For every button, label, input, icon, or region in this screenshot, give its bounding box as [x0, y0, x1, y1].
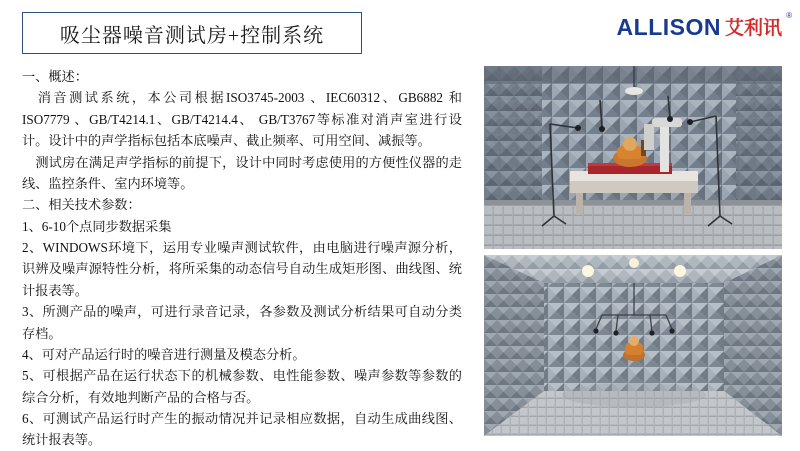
text-line: 3、所测产品的噪声，可进行录音记录，各参数及测试分析结果可自动分类存档。	[22, 304, 462, 341]
text-line: 消音测试系统，本公司根据ISO3745-2003 、IEC60312、GB6882 和ISO7779 、GB/T4214.1、GB/T4214.4、 GB/T3767等标准对消声室进行设计。设计中的声学指标包括本底噪声、截止频率、可用空间、减振等。	[22, 90, 462, 149]
description-text-block	[22, 66, 462, 448]
photo-top-graphic	[484, 66, 782, 249]
text-line: 2、WINDOWS环境下，运用专业噪声测试软件，由电脑进行噪声源分析，识辨及噪声源特性分析，将所采集的动态信号自动生成矩形图、曲线图、统计报表等。	[22, 240, 462, 298]
company-logo	[616, 11, 792, 40]
anechoic-chamber-test-station-photo	[484, 66, 782, 249]
text-line: 4、可对产品运行时的噪音进行测量及模态分析。	[22, 346, 306, 362]
registered-trademark-icon: ®	[786, 11, 792, 20]
text-line: 5、可根据产品在运行状态下的机械参数、电性能参数、噪声参数等参数的综合分析，有效地判断产品的合格与否。	[22, 368, 462, 405]
text-line: 测试房在满足声学指标的前提下，设计中同时考虑使用的方便性仪器的走线、监控条件、室内环境等。	[22, 154, 462, 191]
text-line: 6、可测试产品运行时产生的振动情况并记录相应数据，自动生成曲线图、统计报表等。	[22, 411, 462, 448]
text-line: 1、6-10个点同步数据采集	[22, 218, 172, 234]
logo-text-cn: 艾利讯	[724, 18, 782, 39]
text-line: 二、相关技术参数：	[22, 197, 141, 213]
logo-text-en: ALLISON	[616, 14, 721, 40]
photo-bottom-graphic	[484, 255, 782, 436]
page-title: 吸尘器噪音测试房+控制系统	[59, 24, 325, 47]
page-header	[0, 0, 800, 62]
title-box	[22, 12, 362, 54]
anechoic-chamber-interior-photo	[484, 255, 782, 436]
text-line: 一、概述：	[22, 69, 88, 84]
